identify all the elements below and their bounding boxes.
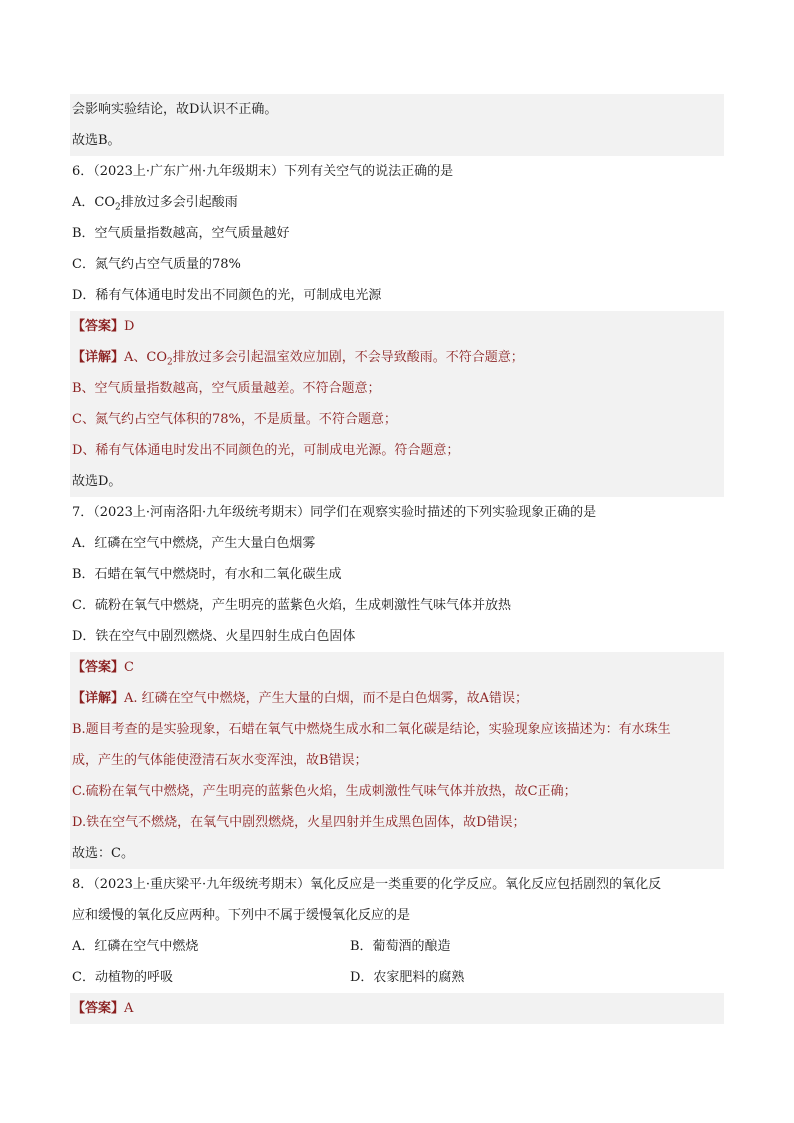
q5-conclusion — [70, 125, 724, 156]
q6-option-a-post: 排放过多会引起酸雨 — [120, 195, 238, 210]
q7-option-b — [70, 559, 724, 590]
q6-option-c-text: C．氮气约占空气质量的78% — [72, 257, 241, 272]
q7-detail-a-text: A. 红磷在空气中燃烧，产生大量的白烟，而不是白色烟雾，故A错误； — [124, 691, 529, 706]
q7-option-c — [70, 590, 724, 621]
q6-option-b-text: B．空气质量指数越高，空气质量越好 — [72, 226, 290, 241]
q7-answer — [70, 652, 724, 683]
q7-stem-text: 7．（2023上·河南洛阳·九年级统考期末）同学们在观察实验时描述的下列实验现象正确的是 — [72, 505, 597, 520]
q6-detail-c-text: C、氮气约占空气体积的78%，不是质量。不符合题意； — [72, 412, 397, 427]
q6-detail-d-text: D、稀有气体通电时发出不同颜色的光，可制成电光源。符合题意； — [72, 443, 460, 458]
q6-option-a — [70, 187, 724, 218]
q8-answer-label: 【答案】 — [72, 1001, 125, 1016]
q6-stem — [70, 156, 724, 187]
q6-detail-d — [70, 435, 724, 466]
q7-conclusion-text: 故选：C。 — [72, 846, 134, 861]
q6-stem-text: 6．（2023上·广东广州·九年级期末）下列有关空气的说法正确的是 — [72, 164, 454, 179]
q6-option-d-text: D．稀有气体通电时发出不同颜色的光，可制成电光源 — [72, 288, 382, 303]
q8-options-row2 — [70, 962, 724, 993]
q7-detail-d — [70, 807, 724, 838]
q6-option-d — [70, 280, 724, 311]
q8-answer — [70, 993, 724, 1024]
q7-conclusion — [70, 838, 724, 869]
q7-detail-a — [70, 683, 724, 714]
q8-option-c: C．动植物的呼吸 — [72, 970, 173, 985]
q7-detail-c — [70, 776, 724, 807]
q5-conclusion-text: 故选B。 — [72, 133, 121, 148]
q7-option-a — [70, 528, 724, 559]
q6-detail-label: 【详解】 — [72, 350, 125, 365]
q7-option-c-text: C．硫粉在氧气中燃烧，产生明亮的蓝紫色火焰，生成刺激性气味气体并放热 — [72, 598, 511, 613]
q7-detail-label: 【详解】 — [72, 691, 125, 706]
q6-detail-a — [70, 342, 724, 373]
q6-option-c — [70, 249, 724, 280]
q7-answer-label: 【答案】 — [72, 660, 125, 675]
q6-detail-c — [70, 404, 724, 435]
q8-stem1-text: 8．（2023上·重庆梁平·九年级统考期末）氧化反应是一类重要的化学反应。氧化反应包括剧烈的氧化反 — [72, 877, 662, 892]
q7-detail-b2-text: 成，产生的气体能使澄清石灰水变浑浊，故B错误； — [72, 753, 368, 768]
q6-detail-b — [70, 373, 724, 404]
q7-option-a-text: A．红磷在空气中燃烧，产生大量白色烟雾 — [72, 536, 316, 551]
q8-option-d: D．农家肥料的腐熟 — [350, 970, 465, 985]
q7-detail-d-text: D.铁在空气不燃烧，在氧气中剧烈燃烧，火星四射并生成黑色固体，故D错误； — [72, 815, 526, 830]
q7-option-d-text: D．铁在空气中剧烈燃烧、火星四射生成白色固体 — [72, 629, 356, 644]
q8-stem-line1 — [70, 869, 724, 900]
q8-stem-line2 — [70, 900, 724, 931]
q6-detail-a-sub: 2 — [167, 357, 173, 368]
q7-option-d — [70, 621, 724, 652]
q7-detail-b1-text: B.题目考查的是实验现象，石蜡在氧气中燃烧生成水和二氧化碳是结论，实验现象应该描述为：有水珠生 — [72, 722, 671, 737]
q6-conclusion-text: 故选D。 — [72, 474, 122, 489]
q8-option-a: A．红磷在空气中燃烧 — [72, 939, 199, 954]
q6-option-a-pre: A．CO — [72, 195, 115, 210]
q7-detail-c-text: C.硫粉在氧气中燃烧，产生明亮的蓝紫色火焰，生成刺激性气味气体并放热，故C正确； — [72, 784, 577, 799]
q7-detail-b-line1 — [70, 714, 724, 745]
q7-stem — [70, 497, 724, 528]
q5-explanation-text: 会影响实验结论，故D认识不正确。 — [72, 102, 278, 117]
q7-answer-value: C — [124, 660, 134, 675]
q8-stem2-text: 应和缓慢的氧化反应两种。下列中不属于缓慢氧化反应的是 — [72, 908, 411, 923]
q8-options-row1 — [70, 931, 724, 962]
q7-option-b-text: B．石蜡在氧气中燃烧时，有水和二氧化碳生成 — [72, 567, 342, 582]
q5-explanation-line — [70, 94, 724, 125]
q6-answer-label: 【答案】 — [72, 319, 125, 334]
q6-detail-a-pre: A、CO — [124, 350, 168, 365]
q6-option-b — [70, 218, 724, 249]
q6-option-a-sub: 2 — [115, 202, 121, 213]
q6-answer — [70, 311, 724, 342]
document-page — [70, 94, 724, 1024]
q6-detail-a-post: 排放过多会引起温室效应加剧，不会导致酸雨。不符合题意； — [172, 350, 524, 365]
q8-answer-value: A — [124, 1001, 134, 1016]
q6-conclusion — [70, 466, 724, 497]
q6-detail-b-text: B、空气质量指数越高，空气质量越差。不符合题意； — [72, 381, 381, 396]
q7-detail-b-line2 — [70, 745, 724, 776]
q6-answer-value: D — [124, 319, 135, 334]
q8-option-b: B．葡萄酒的酿造 — [350, 939, 451, 954]
